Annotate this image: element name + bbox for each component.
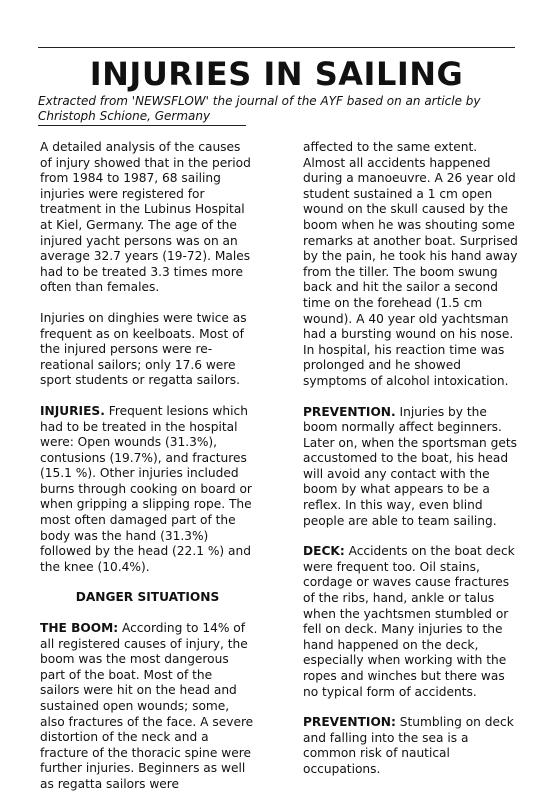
left-column bbox=[40, 140, 255, 808]
danger-situations-heading: DANGER SITUATIONS bbox=[75, 590, 220, 605]
top-rule bbox=[38, 47, 515, 48]
prevention-deck-text: Stumbling on deck and falling into the sea is a common risk of nautical occupations. bbox=[303, 715, 514, 776]
paragraph-deck bbox=[303, 544, 518, 700]
right-column bbox=[303, 140, 518, 793]
injuries-label: INJURIES. bbox=[40, 403, 105, 418]
paragraph-boom-continued: affected to the same extent. Almost all accidents happened during a manoeuvre. A 26 year old student sustained a 1 cm open wound on the skull caused by the boom when he was shouting some remarks at another boat. Surprised by the pain, he took his hand away from the tiller. The boom swung back and hit the sailor a second time on the forehead (1.5 cm wound). A 40 year old yachtsman had a bursting wound on his nose. In hospital, his reaction time was prolonged and he showed symptoms of alcohol intoxication. bbox=[303, 140, 518, 388]
injuries-text: Frequent lesions which had to be treated in the hospital were: Open wounds (31.3%), contusions (19.7%), and fractures (15.1 %). Other injuries included burns through cooking on board or when gripping a slipping rope. The most often damaged part of the body was the hand (31.3%) followed by the head (22.1 %) and the knee (10.4%). bbox=[40, 403, 252, 574]
deck-text: Accidents on the boat deck were frequent too. Oil stains, cordage or waves cause fractures of the ribs, hand, ankle or talus when the yachtsmen stumbled or fell on deck. Many injuries to the hand happened on the deck, especially when working with the ropes and winches but there was no typical form of accidents. bbox=[303, 544, 515, 699]
prevention-label: PREVENTION. bbox=[303, 404, 396, 419]
paragraph-prevention-deck bbox=[303, 715, 518, 777]
subtitle-rule bbox=[38, 125, 246, 126]
prevention-text: Injuries by the boom normally affect beginners. Later on, when the sportsman gets accustomed to the boat, his head will avoid any contact with the boom by what appears to be a reflex. In this way, even blind people are able to team sailing. bbox=[303, 404, 517, 528]
paragraph-analysis: A detailed analysis of the causes of injury showed that in the period from 1984 to 1987, 68 sailing injuries were registered for treatment in the Lubinus Hospital at Kiel, Germany. The age of the injured yacht persons was on an average 32.7 years (19-72). Males had to be treated 3.3 times more often than females. bbox=[40, 140, 251, 295]
paragraph-boom bbox=[40, 621, 255, 793]
page-title: INJURIES IN SAILING bbox=[89, 55, 464, 93]
paragraph-dinghies: Injuries on dinghies were twice as frequent as on keelboats. Most of the injured persons were re-reational sailors; only 17.6 were sport students or regatta sailors. bbox=[40, 310, 247, 388]
prevention-deck-label: PREVENTION: bbox=[303, 715, 396, 730]
boom-text: According to 14% of all registered causes of injury, the boom was the most dangerous part of the boat. Most of the sailors were hit on the head and sustained open wounds; some, also fractures of the face. A severe distortion of the neck and a fracture of the thoracic spine were further injuries. Beginners as well as regatta sailors were bbox=[40, 621, 254, 791]
deck-label: DECK: bbox=[303, 544, 345, 559]
article-source: Extracted from 'NEWSFLOW' the journal of the AYF based on an article by Christoph Schione, Germany bbox=[38, 94, 481, 123]
paragraph-prevention-boom bbox=[303, 405, 518, 530]
paragraph-injuries bbox=[40, 404, 255, 576]
boom-label: THE BOOM: bbox=[40, 621, 119, 636]
